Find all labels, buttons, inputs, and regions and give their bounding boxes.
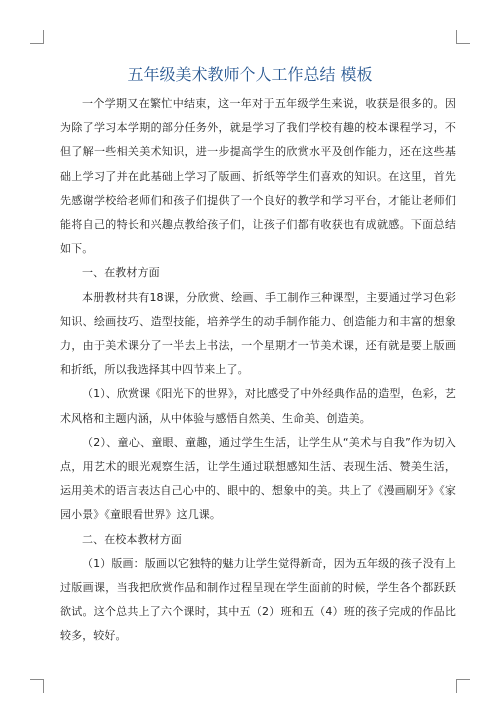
section-heading-school-textbook: 二、在校本教材方面 — [82, 532, 182, 546]
crop-mark-top-right — [456, 30, 470, 44]
crop-mark-top-left — [30, 30, 44, 44]
paragraph-childlike-lessons: （2）、童心、童眼、童趣，通过学生生活，让学生从“美术与自我”作为切入点，用艺术的眼光观察生活，让学生通过联想感知生活、表现生活、赞美生活，运用美术的语言表达自己心中的、眼中的、想象中的美。共上了《漫画刷牙》《家园小景》《童眼看世界》这几课。 — [60, 435, 456, 522]
crop-mark-bottom-left — [30, 679, 44, 693]
section-heading-textbook: 一、在教材方面 — [82, 266, 160, 280]
document-body — [60, 92, 456, 649]
paragraph-appreciation-lesson: （1）、欣赏课《阳光下的世界》，对比感受了中外经典作品的造型，色彩，艺术风格和主题内涵，从中体验与感悟自然美、生命美、创造美。 — [60, 387, 456, 425]
crop-mark-bottom-right — [456, 679, 470, 693]
paragraph-printmaking: （1）版画：版画以它独特的魅力让学生觉得新奇，因为五年级的孩子没有上过版画课，当我把欣赏作品和制作过程呈现在学生面前的时候，学生各个都跃跃欲试。这个总共上了六个课时，其中五（2）班和五（4）班的孩子完成的作品比较多，较好。 — [60, 556, 456, 643]
paragraph-textbook: 本册教材共有18课，分欣赏、绘画、手工制作三种课型，主要通过学习色彩知识、绘画技巧、造型技能，培养学生的动手制作能力、创造能力和丰富的想象力，由于美术课分了一半去上书法，一个星期才一节美术课，还有就是要上版画和折纸，所以我选择其中四节来上了。 — [60, 290, 456, 377]
document-title: 五年级美术教师个人工作总结 模板 — [127, 65, 373, 84]
paragraph-intro: 一个学期又在繁忙中结束，这一年对于五年级学生来说，收获是很多的。因为除了学习本学期的部分任务外，就是学习了我们学校有趣的校本课程学习，不但了解一些相关美术知识，进一步提高学生的欣赏水平及创作能力，还在这些基础上学习了并在此基础上学习了版画、折纸等学生们喜欢的知识。在这里，首先先感谢学校给老师们和孩子们提供了一个良好的教学和学习平台，才能让老师们能将自己的特长和兴趣点教给孩子们，让孩子们都有收获也有成就感。下面总结如下。 — [60, 97, 456, 256]
